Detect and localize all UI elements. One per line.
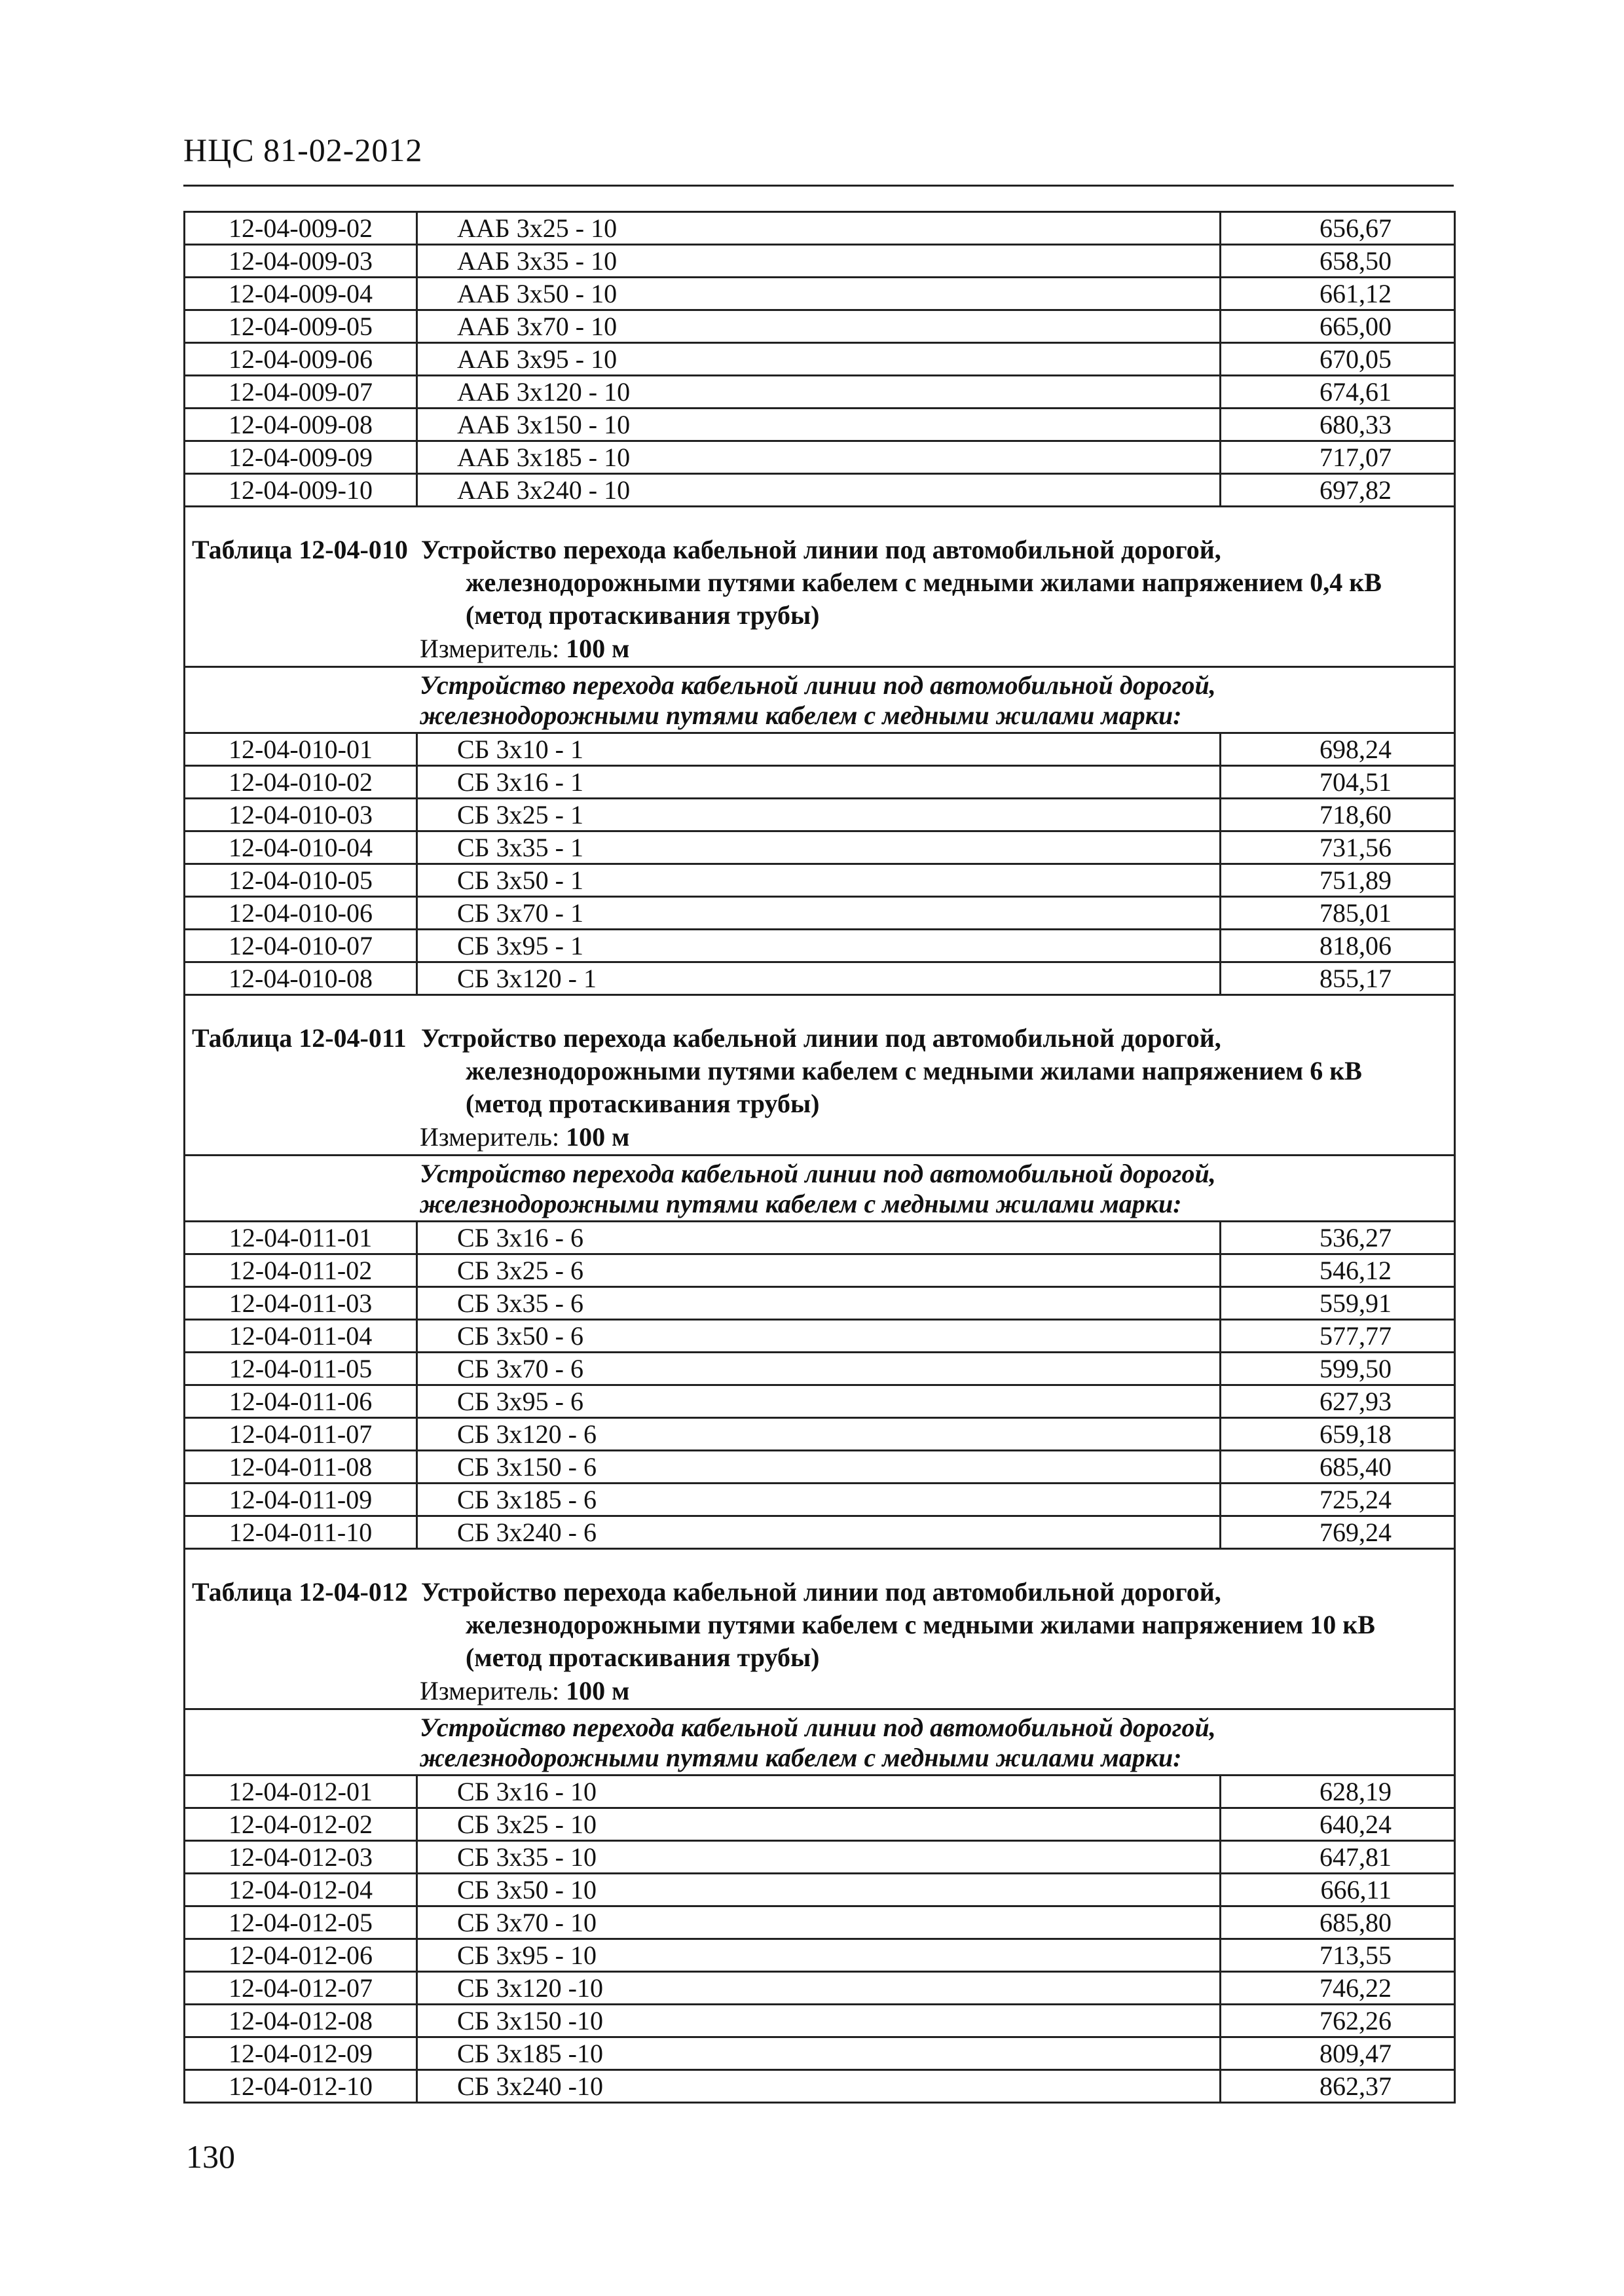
rate-code: 12-04-009-09 xyxy=(185,442,418,473)
rate-code: 12-04-012-03 xyxy=(185,1842,418,1872)
meter-value: 100 м xyxy=(566,1676,630,1705)
table-row xyxy=(185,1940,1454,1973)
cable-name: ААБ 3х50 - 10 xyxy=(418,278,1221,309)
price-value: 640,24 xyxy=(1320,1810,1392,1839)
table-row xyxy=(185,734,1454,767)
meter-label: Измеритель: xyxy=(420,1676,560,1705)
price-value: 577,77 xyxy=(1320,1321,1392,1351)
table-row xyxy=(185,1353,1454,1386)
table-title-line: Устройство перехода кабельной линии под автомобильной дорогой, xyxy=(421,1577,1221,1607)
cable-name: ААБ 3х70 - 10 xyxy=(418,311,1221,342)
table-row xyxy=(185,344,1454,376)
cable-name: ААБ 3х25 - 10 xyxy=(418,213,1221,244)
rate-code: 12-04-012-10 xyxy=(185,2071,418,2102)
cable-name: СБ 3х35 - 6 xyxy=(418,1288,1221,1319)
price-value: 665,00 xyxy=(1320,312,1392,341)
cable-name: СБ 3х120 -10 xyxy=(418,1973,1221,2003)
price-value: 717,07 xyxy=(1320,443,1392,472)
table-row xyxy=(185,1517,1454,1548)
document-header: НЦС 81-02-2012 xyxy=(183,132,423,168)
price-value: 546,12 xyxy=(1320,1256,1392,1285)
table-body xyxy=(185,734,1454,994)
table-row xyxy=(185,930,1454,963)
table-row xyxy=(185,832,1454,865)
table-row xyxy=(185,1842,1454,1874)
rate-code: 12-04-012-05 xyxy=(185,1907,418,1938)
table-row xyxy=(185,1419,1454,1451)
table-row xyxy=(185,963,1454,994)
rate-code: 12-04-010-01 xyxy=(185,734,418,765)
group-heading xyxy=(185,1154,1454,1222)
cable-name: ААБ 3х120 - 10 xyxy=(418,376,1221,407)
table-body xyxy=(185,1222,1454,1548)
cable-name: СБ 3х70 - 10 xyxy=(418,1907,1221,1938)
rate-code: 12-04-011-03 xyxy=(185,1288,418,1319)
table-title xyxy=(185,1576,1454,1674)
unit-of-measure xyxy=(185,1674,1454,1708)
table-number: Таблица 12-04-011 xyxy=(192,1023,407,1053)
cable-name: СБ 3х50 - 1 xyxy=(418,865,1221,896)
table-12-04-009-continuation xyxy=(185,211,1454,505)
rate-code: 12-04-009-04 xyxy=(185,278,418,309)
table-row xyxy=(185,1809,1454,1842)
rate-code: 12-04-009-02 xyxy=(185,213,418,244)
meter-value: 100 м xyxy=(566,634,630,663)
table-row xyxy=(185,1451,1454,1484)
rate-code: 12-04-012-09 xyxy=(185,2038,418,2069)
rate-code: 12-04-012-01 xyxy=(185,1776,418,1807)
table-row xyxy=(185,2005,1454,2038)
cable-name: ААБ 3х35 - 10 xyxy=(418,246,1221,276)
group-heading-line: Устройство перехода кабельной линии под автомобильной дорогой, xyxy=(420,1159,1216,1188)
table-row xyxy=(185,1288,1454,1321)
group-heading-line: железнодорожными путями кабелем с медными жилами марки: xyxy=(420,701,1182,730)
rate-code: 12-04-012-06 xyxy=(185,1940,418,1971)
table-title-line: (метод протаскивания трубы) xyxy=(466,1089,820,1118)
table-row xyxy=(185,278,1454,311)
table-row xyxy=(185,2071,1454,2102)
price-value: 685,40 xyxy=(1320,1452,1392,1482)
price-table xyxy=(183,211,1456,2104)
cable-name: СБ 3х16 - 1 xyxy=(418,767,1221,797)
table-row xyxy=(185,1386,1454,1419)
cable-name: ААБ 3х150 - 10 xyxy=(418,409,1221,440)
page-number: 130 xyxy=(186,2138,235,2175)
table-title-line: (метод протаскивания трубы) xyxy=(466,600,820,630)
table-row xyxy=(185,1776,1454,1809)
price-value: 718,60 xyxy=(1320,800,1392,829)
rate-code: 12-04-011-05 xyxy=(185,1353,418,1384)
header-rule xyxy=(183,185,1454,187)
price-value: 713,55 xyxy=(1320,1941,1392,1970)
cable-name: СБ 3х95 - 10 xyxy=(418,1940,1221,1971)
cable-name: СБ 3х25 - 1 xyxy=(418,799,1221,830)
unit-of-measure xyxy=(185,632,1454,666)
cable-name: ААБ 3х185 - 10 xyxy=(418,442,1221,473)
rate-code: 12-04-012-04 xyxy=(185,1874,418,1905)
cable-name: СБ 3х25 - 10 xyxy=(418,1809,1221,1840)
rate-code: 12-04-009-06 xyxy=(185,344,418,374)
price-value: 698,24 xyxy=(1320,735,1392,764)
table-row xyxy=(185,409,1454,442)
cable-name: СБ 3х16 - 6 xyxy=(418,1222,1221,1253)
rate-code: 12-04-012-02 xyxy=(185,1809,418,1840)
cable-name: СБ 3х240 - 6 xyxy=(418,1517,1221,1548)
table-row xyxy=(185,475,1454,505)
cable-name: ААБ 3х240 - 10 xyxy=(418,475,1221,505)
price-value: 762,26 xyxy=(1320,2006,1392,2035)
rate-code: 12-04-011-01 xyxy=(185,1222,418,1253)
table-section xyxy=(185,1548,1454,2102)
table-title xyxy=(185,534,1454,632)
table-row xyxy=(185,1222,1454,1255)
price-value: 674,61 xyxy=(1320,377,1392,407)
price-value: 685,80 xyxy=(1320,1908,1392,1937)
rate-code: 12-04-009-05 xyxy=(185,311,418,342)
rate-code: 12-04-009-08 xyxy=(185,409,418,440)
rate-code: 12-04-011-02 xyxy=(185,1255,418,1286)
price-value: 628,19 xyxy=(1320,1777,1392,1806)
table-title-line: железнодорожными путями кабелем с медными жилами напряжением 0,4 кВ xyxy=(466,568,1382,597)
price-value: 751,89 xyxy=(1320,866,1392,895)
price-value: 818,06 xyxy=(1320,931,1392,960)
table-row xyxy=(185,898,1454,930)
cable-name: СБ 3х70 - 1 xyxy=(418,898,1221,928)
table-row xyxy=(185,1973,1454,2005)
table-row xyxy=(185,1907,1454,1940)
group-heading-line: железнодорожными путями кабелем с медными жилами марки: xyxy=(420,1743,1182,1772)
table-title-line: Устройство перехода кабельной линии под автомобильной дорогой, xyxy=(421,1023,1221,1053)
cable-name: СБ 3х240 -10 xyxy=(418,2071,1221,2102)
price-value: 704,51 xyxy=(1320,767,1392,797)
table-title xyxy=(185,1022,1454,1120)
table-row xyxy=(185,376,1454,409)
table-row xyxy=(185,1874,1454,1907)
cable-name: ААБ 3х95 - 10 xyxy=(418,344,1221,374)
cable-name: СБ 3х185 -10 xyxy=(418,2038,1221,2069)
group-heading-line: железнодорожными путями кабелем с медными жилами марки: xyxy=(420,1189,1182,1218)
price-value: 658,50 xyxy=(1320,246,1392,276)
meter-label: Измеритель: xyxy=(420,1122,560,1152)
price-value: 559,91 xyxy=(1320,1288,1392,1318)
price-value: 666,11 xyxy=(1320,1875,1392,1904)
table-row xyxy=(185,767,1454,799)
cable-name: СБ 3х95 - 6 xyxy=(418,1386,1221,1417)
rate-code: 12-04-011-04 xyxy=(185,1321,418,1351)
rate-code: 12-04-009-10 xyxy=(185,475,418,505)
table-number: Таблица 12-04-012 xyxy=(192,1577,408,1607)
rate-code: 12-04-010-03 xyxy=(185,799,418,830)
price-value: 809,47 xyxy=(1320,2039,1392,2068)
rate-code: 12-04-010-07 xyxy=(185,930,418,961)
table-row xyxy=(185,246,1454,278)
rate-code: 12-04-012-08 xyxy=(185,2005,418,2036)
price-value: 661,12 xyxy=(1320,279,1392,308)
price-value: 670,05 xyxy=(1320,344,1392,374)
cable-name: СБ 3х150 - 6 xyxy=(418,1451,1221,1482)
cable-name: СБ 3х10 - 1 xyxy=(418,734,1221,765)
table-row xyxy=(185,865,1454,898)
table-title-line: железнодорожными путями кабелем с медными жилами напряжением 10 кВ xyxy=(466,1610,1375,1639)
price-value: 536,27 xyxy=(1320,1223,1392,1252)
price-value: 647,81 xyxy=(1320,1842,1392,1872)
price-value: 746,22 xyxy=(1320,1973,1392,2003)
cable-name: СБ 3х70 - 6 xyxy=(418,1353,1221,1384)
cable-name: СБ 3х120 - 1 xyxy=(418,963,1221,994)
table-row xyxy=(185,1255,1454,1288)
table-row xyxy=(185,311,1454,344)
rate-code: 12-04-009-07 xyxy=(185,376,418,407)
rate-code: 12-04-011-09 xyxy=(185,1484,418,1515)
rate-code: 12-04-012-07 xyxy=(185,1973,418,2003)
rate-code: 12-04-010-06 xyxy=(185,898,418,928)
price-value: 599,50 xyxy=(1320,1354,1392,1383)
price-value: 725,24 xyxy=(1320,1485,1392,1514)
cable-name: СБ 3х95 - 1 xyxy=(418,930,1221,961)
rate-code: 12-04-010-04 xyxy=(185,832,418,863)
price-value: 785,01 xyxy=(1320,898,1392,928)
table-section xyxy=(185,505,1454,994)
table-number: Таблица 12-04-010 xyxy=(192,535,408,564)
rate-code: 12-04-009-03 xyxy=(185,246,418,276)
table-title-line: железнодорожными путями кабелем с медными жилами напряжением 6 кВ xyxy=(466,1056,1362,1085)
rate-code: 12-04-010-02 xyxy=(185,767,418,797)
cable-name: СБ 3х185 - 6 xyxy=(418,1484,1221,1515)
rate-code: 12-04-011-07 xyxy=(185,1419,418,1449)
rate-code: 12-04-010-08 xyxy=(185,963,418,994)
rate-code: 12-04-011-10 xyxy=(185,1517,418,1548)
price-value: 731,56 xyxy=(1320,833,1392,862)
cable-name: СБ 3х35 - 10 xyxy=(418,1842,1221,1872)
meter-value: 100 м xyxy=(566,1122,630,1152)
cable-name: СБ 3х35 - 1 xyxy=(418,832,1221,863)
table-title-line: (метод протаскивания трубы) xyxy=(466,1643,820,1672)
table-row xyxy=(185,799,1454,832)
table-row xyxy=(185,1321,1454,1353)
group-heading xyxy=(185,1708,1454,1776)
table-title-line: Устройство перехода кабельной линии под автомобильной дорогой, xyxy=(421,535,1221,564)
price-value: 769,24 xyxy=(1320,1518,1392,1547)
cable-name: СБ 3х150 -10 xyxy=(418,2005,1221,2036)
cable-name: СБ 3х50 - 6 xyxy=(418,1321,1221,1351)
price-value: 697,82 xyxy=(1320,475,1392,505)
group-heading-line: Устройство перехода кабельной линии под автомобильной дорогой, xyxy=(420,670,1216,700)
cable-name: СБ 3х120 - 6 xyxy=(418,1419,1221,1449)
price-value: 656,67 xyxy=(1320,213,1392,243)
table-row xyxy=(185,213,1454,246)
price-value: 659,18 xyxy=(1320,1419,1392,1449)
cable-name: СБ 3х50 - 10 xyxy=(418,1874,1221,1905)
group-heading xyxy=(185,666,1454,734)
price-value: 855,17 xyxy=(1320,964,1392,993)
rate-code: 12-04-010-05 xyxy=(185,865,418,896)
price-value: 627,93 xyxy=(1320,1387,1392,1416)
rate-code: 12-04-011-08 xyxy=(185,1451,418,1482)
price-value: 680,33 xyxy=(1320,410,1392,439)
table-section xyxy=(185,994,1454,1548)
rate-code: 12-04-011-06 xyxy=(185,1386,418,1417)
table-row xyxy=(185,2038,1454,2071)
table-row xyxy=(185,442,1454,475)
meter-label: Измеритель: xyxy=(420,634,560,663)
group-heading-line: Устройство перехода кабельной линии под автомобильной дорогой, xyxy=(420,1713,1216,1742)
cable-name: СБ 3х25 - 6 xyxy=(418,1255,1221,1286)
table-row xyxy=(185,1484,1454,1517)
cable-name: СБ 3х16 - 10 xyxy=(418,1776,1221,1807)
unit-of-measure xyxy=(185,1120,1454,1154)
table-body xyxy=(185,1776,1454,2102)
price-value: 862,37 xyxy=(1320,2071,1392,2101)
